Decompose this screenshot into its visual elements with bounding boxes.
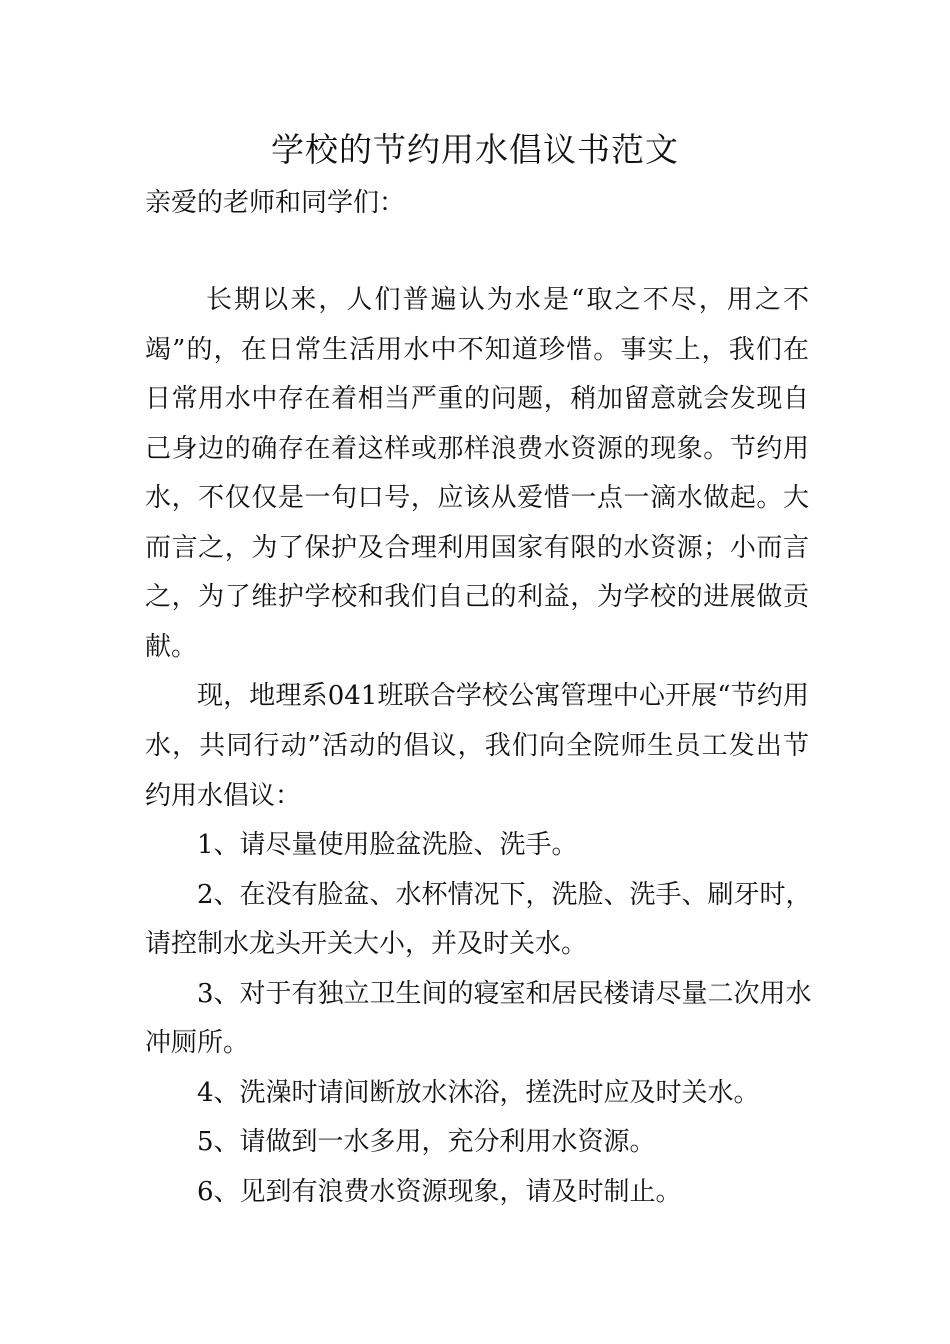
- list-item-2-line-1: 2、在没有脸盆、水杯情况下，洗脸、洗手、刷牙时，: [197, 880, 812, 910]
- paragraph-1-line-5: 水，不仅仅是一句口号，应该从爱惜一点一滴水做起。大: [145, 483, 809, 513]
- list-item-3-line-2: 冲厕所。: [145, 1028, 250, 1058]
- list-item-4: 4、洗澡时请间断放水沐浴，搓洗时应及时关水。: [197, 1078, 760, 1108]
- paragraph-2-line-1: 现，地理系041班联合学校公寓管理中心开展“节约用: [197, 681, 809, 711]
- paragraph-1-line-8: 献。: [145, 632, 198, 662]
- paragraph-2-line-3: 约用水倡议：: [145, 781, 302, 811]
- paragraph-1-line-6: 而言之，为了保护及合理利用国家有限的水资源；小而言: [145, 533, 809, 563]
- list-item-3-line-1: 3、对于有独立卫生间的寝室和居民楼请尽量二次用水: [197, 979, 812, 1009]
- salutation: 亲爱的老师和同学们：: [145, 188, 406, 218]
- paragraph-1-line-1: 长期以来，人们普遍认为水是“取之不尽，用之不: [206, 285, 809, 315]
- paragraph-2-line-2: 水，共同行动”活动的倡议，我们向全院师生员工发出节: [145, 731, 809, 761]
- paragraph-1-line-4: 己身边的确存在着这样或那样浪费水资源的现象。节约用: [145, 434, 809, 464]
- paragraph-1-line-2: 竭”的，在日常生活用水中不知道珍惜。事实上，我们在: [145, 335, 809, 365]
- list-item-1: 1、请尽量使用脸盆洗脸、洗手。: [197, 830, 578, 860]
- document-title: 学校的节约用水倡议书范文: [271, 130, 679, 169]
- paragraph-1-line-7: 之，为了维护学校和我们自己的利益，为学校的进展做贡: [145, 582, 809, 612]
- paragraph-1-line-3: 日常用水中存在着相当严重的问题，稍加留意就会发现自: [145, 384, 809, 414]
- list-item-6: 6、见到有浪费水资源现象，请及时制止。: [197, 1177, 682, 1207]
- list-item-2-line-2: 请控制水龙头开关大小，并及时关水。: [145, 929, 588, 959]
- list-item-5: 5、请做到一水多用，充分利用水资源。: [197, 1127, 656, 1157]
